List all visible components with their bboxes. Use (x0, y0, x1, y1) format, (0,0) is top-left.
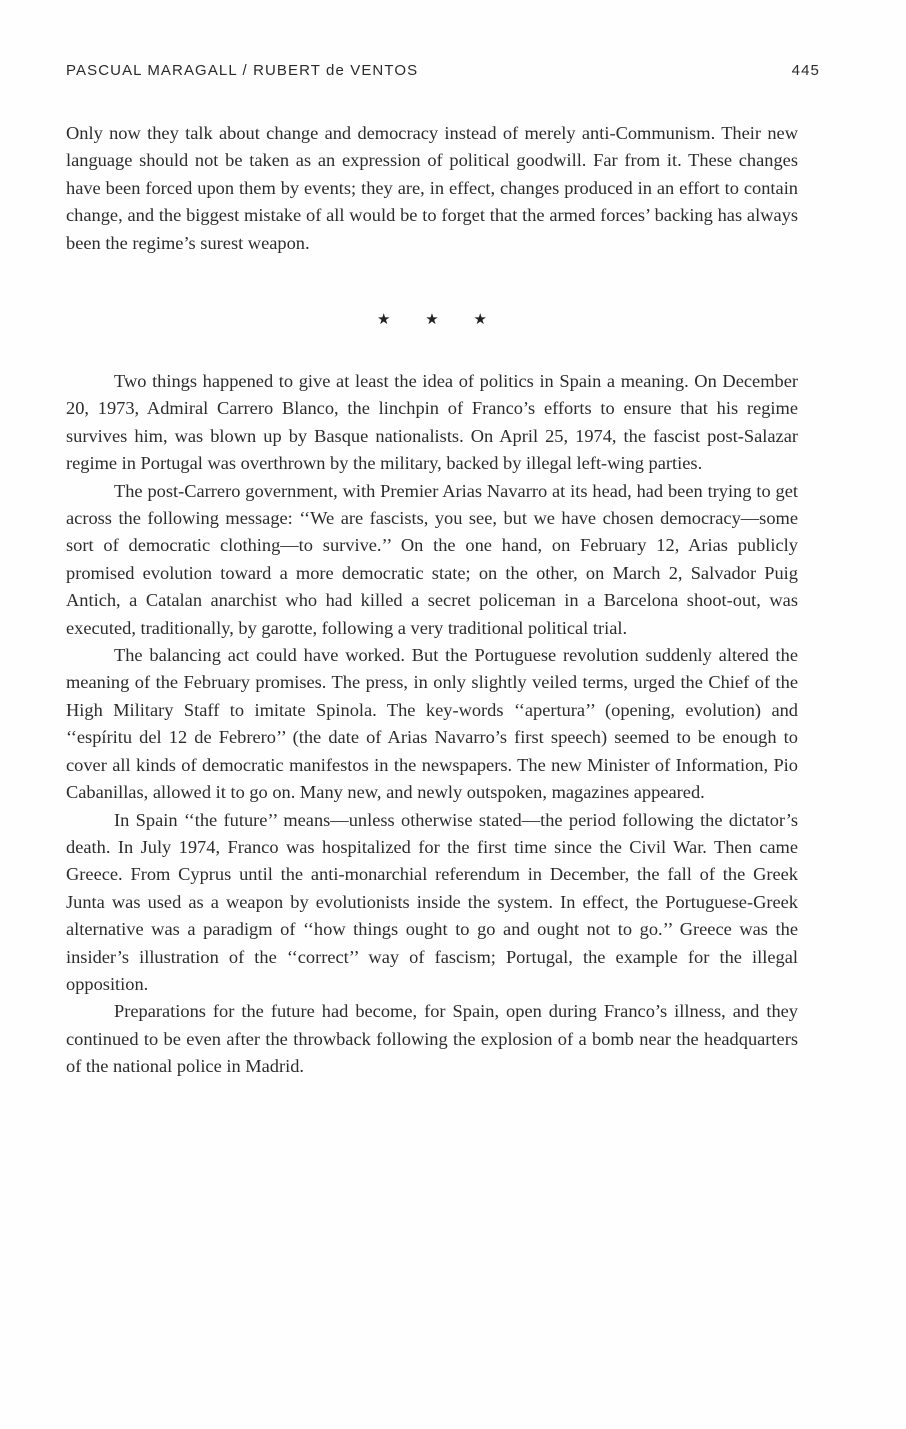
star-icon: ★ (473, 310, 487, 328)
running-head: PASCUAL MARAGALL / RUBERT de VENTOS (66, 62, 419, 79)
paragraph: Two things happened to give at least the idea of politics in Spain a meaning. On December 20, 1973, Admiral Carrero Blanco, the linchpin of Franco’s efforts to ensure that his regime survives him, was blown up by Basque nationalists. On April 25, 1974, the fascist post-Salazar regime in Portugal was overthrown by the military, backed by illegal left-wing parties. (66, 371, 798, 474)
paragraph: Preparations for the future had become, for Spain, open during Franco’s illness, and they continued to be even after the throwback following the explosion of a bomb near the headquarters of the national police in Madrid. (66, 1001, 798, 1077)
star-icon: ★ (425, 310, 439, 328)
paragraph: The post-Carrero government, with Premier Arias Navarro at its head, had been trying to get across the following message: ‘‘We are fascists, you see, but we have chosen democracy—some sort of democratic clothing—to survive.’’ On the one hand, on February 12, Arias publicly promised evolution toward a more democratic state; on the other, on March 2, Salvador Puig Antich, a Catalan anarchist who had killed a secret policeman in a Barcelona shoot-out, was executed, traditionally, by garotte, following a very traditional political trial. (66, 480, 798, 638)
opening-text-block (66, 120, 798, 257)
paragraph: Only now they talk about change and democracy instead of merely anti-Communism. Their new language should not be taken as an expression of political goodwill. Far from it. These changes have been forced upon them by events; they are, in effect, changes produced in an effort to contain change, and the biggest mistake of all would be to forget that the armed forces’ backing has always been the regime’s surest weapon. (66, 123, 798, 253)
main-text-block (66, 368, 798, 1081)
page-number: 445 (791, 62, 820, 79)
star-icon: ★ (377, 310, 391, 328)
page-header (66, 62, 828, 84)
paragraph: The balancing act could have worked. But the Portuguese revolution suddenly altered the meaning of the February promises. The press, in only slightly veiled terms, urged the Chief of the High Military Staff to imitate Spinola. The key-words ‘‘apertura’’ (opening, evolution) and ‘‘espíritu del 12 de Febrero’’ (the date of Arias Navarro’s first speech) seemed to be enough to cover all kinds of democratic manifestos in the newspapers. The new Minister of Information, Pio Cabanillas, allowed it to go on. Many new, and newly outspoken, magazines appeared. (66, 645, 798, 803)
section-break (66, 310, 798, 328)
paragraph: In Spain ‘‘the future’’ means—unless otherwise stated—the period following the dictator’s death. In July 1974, Franco was hospitalized for the first time since the Civil War. Then came Greece. From Cyprus until the anti-monarchial referendum in December, the fall of the Greek Junta was used as a weapon by evolutionists inside the system. In effect, the Portuguese-Greek alternative was a paradigm of ‘‘how things ought to go and ought not to go.’’ Greece was the insider’s illustration of the ‘‘correct’’ way of fascism; Portugal, the example for the illegal opposition. (66, 809, 798, 994)
